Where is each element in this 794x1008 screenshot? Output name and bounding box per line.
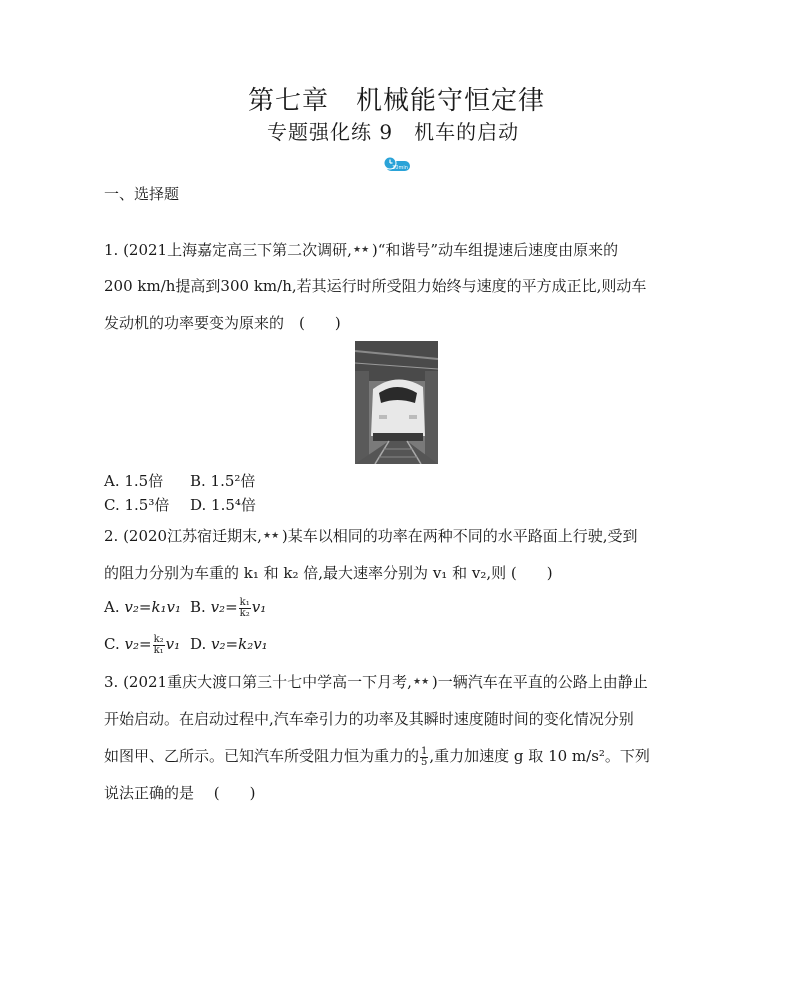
q3-text: )一辆汽车在平直的公路上由静止 — [431, 673, 648, 691]
high-speed-train-image — [355, 341, 438, 464]
q1-option-d: D. 1.5⁴倍 — [190, 496, 256, 514]
q2-option-b: B. v₂= $\frac{\text{k₁}}{\text{k₂}}$ v₁ — [190, 596, 267, 619]
q2-source: 2. (2020江苏宿迁期末, — [104, 527, 262, 545]
q2-option-c: C. v₂= $\frac{\text{k₂}}{\text{k₁}}$ v₁ — [104, 633, 181, 656]
clock-icon — [383, 156, 411, 172]
question-2-line-2: 的阻力分别为车重的 k₁ 和 k₂ 倍,最大速率分别为 v₁ 和 v₂,则 ( ) — [104, 564, 553, 582]
question-1-options-row-1 — [104, 471, 276, 491]
question-3-line-2: 开始启动。在启动过程中,汽车牵引力的功率及其瞬时速度随时间的变化情况分别 — [104, 710, 634, 728]
question-2-options-row-1 — [104, 597, 266, 619]
q2-option-a: A. v₂=k₁v₁ — [104, 598, 182, 616]
q2-text: )某车以相同的功率在两种不同的水平路面上行驶,受到 — [281, 527, 638, 545]
difficulty-stars-icon — [263, 529, 281, 539]
question-2-options-row-2 — [104, 634, 268, 656]
chapter-title: 第七章 机械能守恒定律 — [248, 86, 546, 116]
svg-text:★★: ★★ — [412, 677, 430, 685]
fraction: $\frac{\text{k₂}}{\text{k₁}}$ — [153, 633, 164, 656]
question-1-line-1 — [104, 240, 618, 260]
difficulty-stars-icon — [353, 243, 371, 253]
fraction-one-fifth: $\frac{1}{5}$ — [421, 745, 428, 768]
section-title: 专题强化练 9 机车的启动 — [267, 120, 520, 144]
question-3-line-3: 如图甲、乙所示。已知汽车所受阻力恒为重力的 $\frac{1}{5}$ ,重力加速度 g 取 10 m/s²。下列 — [104, 745, 650, 768]
question-1-line-2: 200 km/h提高到300 km/h,若其运行时所受阻力始终与速度的平方成正比,则动车 — [104, 277, 647, 295]
q1-option-b: B. 1.5²倍 — [190, 472, 256, 490]
question-2-line-1 — [104, 526, 638, 546]
difficulty-stars-icon — [413, 675, 431, 685]
fraction: $\frac{\text{k₁}}{\text{k₂}}$ — [239, 596, 250, 619]
question-1-line-3: 发动机的功率要变为原来的 ( ) — [104, 314, 341, 332]
time-badge-label: 30min — [392, 165, 408, 171]
svg-text:★★: ★★ — [262, 531, 280, 539]
train-photo — [355, 341, 438, 464]
q1-source: 1. (2021上海嘉定高三下第二次调研, — [104, 241, 352, 259]
question-1-options-row-2 — [104, 495, 276, 515]
q2-option-d: D. v₂=k₂v₁ — [190, 635, 268, 653]
q3-source: 3. (2021重庆大渡口第三十七中学高一下月考, — [104, 673, 412, 691]
q1-option-a: A. 1.5倍 — [104, 472, 164, 490]
svg-text:★★: ★★ — [352, 245, 370, 253]
q1-text: )“和谐号”动车组提速后速度由原来的 — [371, 241, 619, 259]
section-heading: 一、选择题 — [104, 185, 180, 203]
question-3-line-4: 说法正确的是 ( ) — [104, 784, 256, 802]
q1-option-c: C. 1.5³倍 — [104, 496, 170, 514]
question-3-line-1 — [104, 672, 648, 692]
